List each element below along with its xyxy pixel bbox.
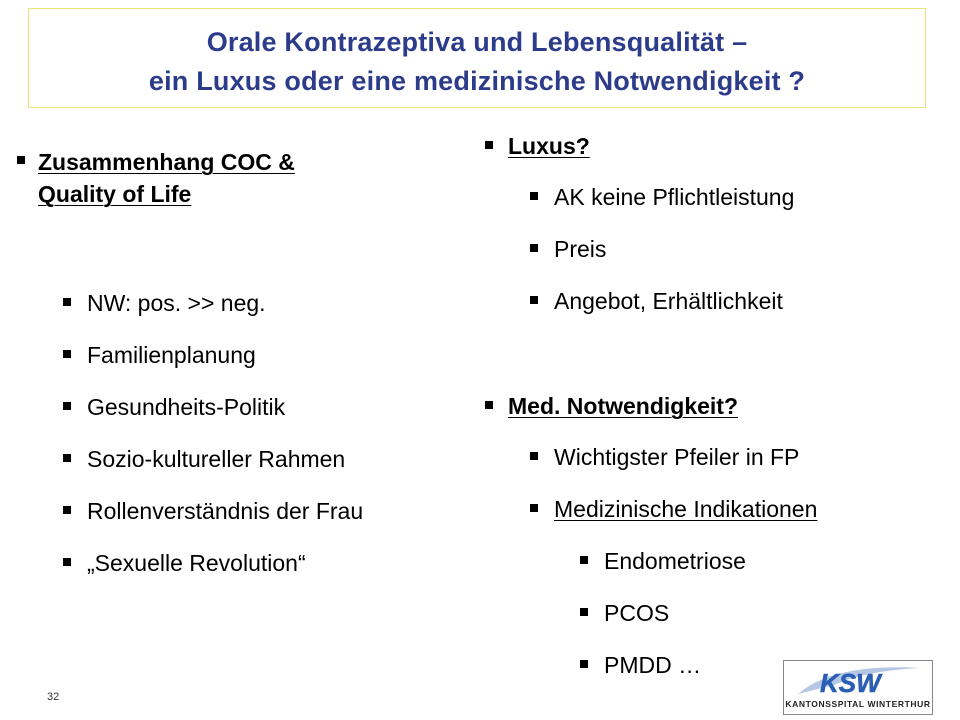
left-item: Gesundheits-Politik xyxy=(87,394,286,420)
bullet-square-icon xyxy=(530,452,538,460)
left-item: NW: pos. >> neg. xyxy=(87,290,266,316)
luxus-item: AK keine Pflichtleistung xyxy=(554,184,795,210)
left-heading-line-1: Zusammenhang COC & xyxy=(38,149,295,175)
bullet-square-icon xyxy=(63,454,71,462)
slide-title-line-2: ein Luxus oder eine medizinische Notwendigkeit ? xyxy=(148,66,806,96)
indication-item: Endometriose xyxy=(604,548,746,574)
bullet-square-icon xyxy=(580,608,588,616)
right-heading-med: Med. Notwendigkeit? xyxy=(508,393,738,419)
luxus-item: Angebot, Erhältlichkeit xyxy=(554,288,783,314)
left-item: Sozio-kultureller Rahmen xyxy=(87,446,346,472)
bullet-square-icon xyxy=(63,506,71,514)
indication-item: PCOS xyxy=(604,600,670,626)
bullet-square-icon xyxy=(530,296,538,304)
ksw-logo-mark-icon xyxy=(794,665,924,697)
med-item-indications: Medizinische Indikationen xyxy=(554,496,818,522)
indication-item: PMDD … xyxy=(604,652,702,678)
logo-mark-text: KSW xyxy=(820,668,881,697)
bullet-square-icon xyxy=(17,156,25,164)
logo-text: KANTONSSPITAL WINTERTHUR xyxy=(785,699,931,709)
bullet-square-icon xyxy=(530,244,538,252)
right-heading-luxus: Luxus? xyxy=(508,133,590,159)
slide-title-line-1: Orale Kontrazeptiva und Lebensqualität – xyxy=(206,27,748,57)
bullet-square-icon xyxy=(63,402,71,410)
med-item: Wichtigster Pfeiler in FP xyxy=(554,444,800,470)
bullet-square-icon xyxy=(485,141,493,149)
bullet-square-icon xyxy=(530,504,538,512)
left-heading-line-2: Quality of Life xyxy=(38,181,192,207)
left-item: Familienplanung xyxy=(87,342,256,368)
ksw-logo xyxy=(783,660,933,715)
left-item: Rollenverständnis der Frau xyxy=(87,498,364,524)
bullet-square-icon xyxy=(63,350,71,358)
bullet-square-icon xyxy=(580,556,588,564)
title-box xyxy=(28,8,926,108)
luxus-item: Preis xyxy=(554,236,607,262)
bullet-square-icon xyxy=(485,401,493,409)
bullet-square-icon xyxy=(63,558,71,566)
bullet-square-icon xyxy=(580,660,588,668)
left-item: „Sexuelle Revolution“ xyxy=(87,550,306,576)
bullet-square-icon xyxy=(63,298,71,306)
bullet-square-icon xyxy=(530,192,538,200)
page-number: 32 xyxy=(47,691,60,703)
